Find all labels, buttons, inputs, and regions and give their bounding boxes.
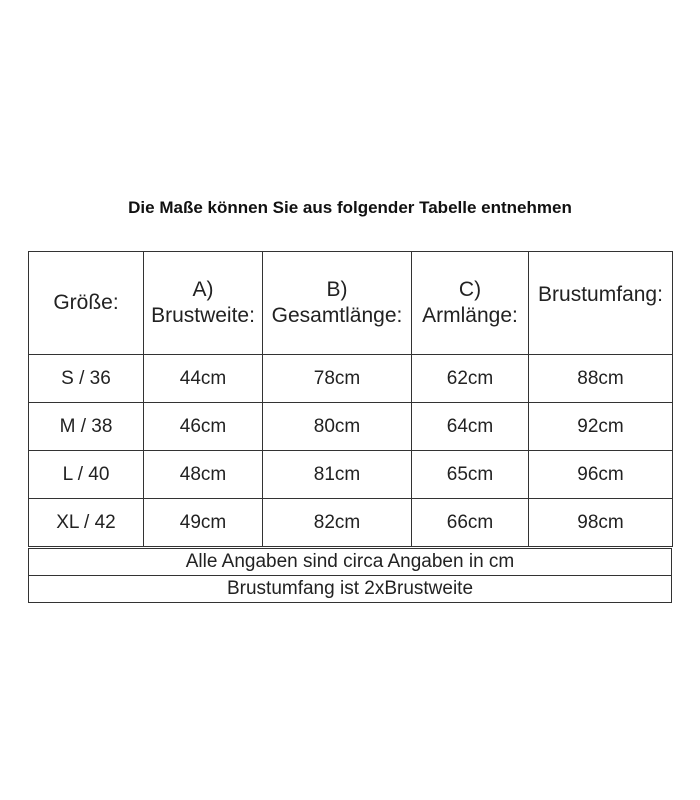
cell-chest-circumference: 98cm <box>529 499 673 547</box>
header-total-length-letter: B) <box>326 278 348 301</box>
header-chest-circumference-label: Brustumfang: <box>538 283 663 306</box>
header-arm-length-letter: C) <box>458 278 482 301</box>
header-chest-width-letter: A) <box>192 278 214 301</box>
notes-table <box>28 548 672 603</box>
cell-chest-width: 46cm <box>144 403 263 451</box>
table-row <box>29 499 673 547</box>
cell-chest-circumference: 96cm <box>529 451 673 499</box>
cell-chest-circumference: 88cm <box>529 355 673 403</box>
cell-total-length: 82cm <box>263 499 412 547</box>
cell-chest-width: 44cm <box>144 355 263 403</box>
cell-total-length: 78cm <box>263 355 412 403</box>
header-chest-circumference <box>529 252 673 355</box>
cell-chest-circumference: 92cm <box>529 403 673 451</box>
note-chest-circumference: Brustumfang ist 2xBrustweite <box>29 576 672 603</box>
header-chest-width <box>144 252 263 355</box>
note-row <box>29 549 672 576</box>
size-table <box>28 251 673 547</box>
header-size <box>29 252 144 355</box>
cell-size: S / 36 <box>29 355 144 403</box>
page-title: Die Maße können Sie aus folgender Tabelle entnehmen <box>128 198 572 217</box>
cell-arm-length: 64cm <box>412 403 529 451</box>
table-row <box>29 403 673 451</box>
header-size-label: Größe: <box>53 291 119 314</box>
cell-chest-width: 48cm <box>144 451 263 499</box>
cell-total-length: 81cm <box>263 451 412 499</box>
header-chest-width-label: Brustweite: <box>151 304 255 327</box>
table-row <box>29 355 673 403</box>
header-arm-length <box>412 252 529 355</box>
cell-size: XL / 42 <box>29 499 144 547</box>
table-row <box>29 451 673 499</box>
cell-arm-length: 65cm <box>412 451 529 499</box>
note-row <box>29 576 672 603</box>
note-approximate: Alle Angaben sind circa Angaben in cm <box>29 549 672 576</box>
cell-size: L / 40 <box>29 451 144 499</box>
cell-chest-width: 49cm <box>144 499 263 547</box>
header-arm-length-label: Armlänge: <box>422 304 518 327</box>
cell-arm-length: 66cm <box>412 499 529 547</box>
cell-total-length: 80cm <box>263 403 412 451</box>
cell-arm-length: 62cm <box>412 355 529 403</box>
header-total-length-label: Gesamtlänge: <box>271 304 403 327</box>
header-row <box>29 252 673 355</box>
cell-size: M / 38 <box>29 403 144 451</box>
header-total-length <box>263 252 412 355</box>
